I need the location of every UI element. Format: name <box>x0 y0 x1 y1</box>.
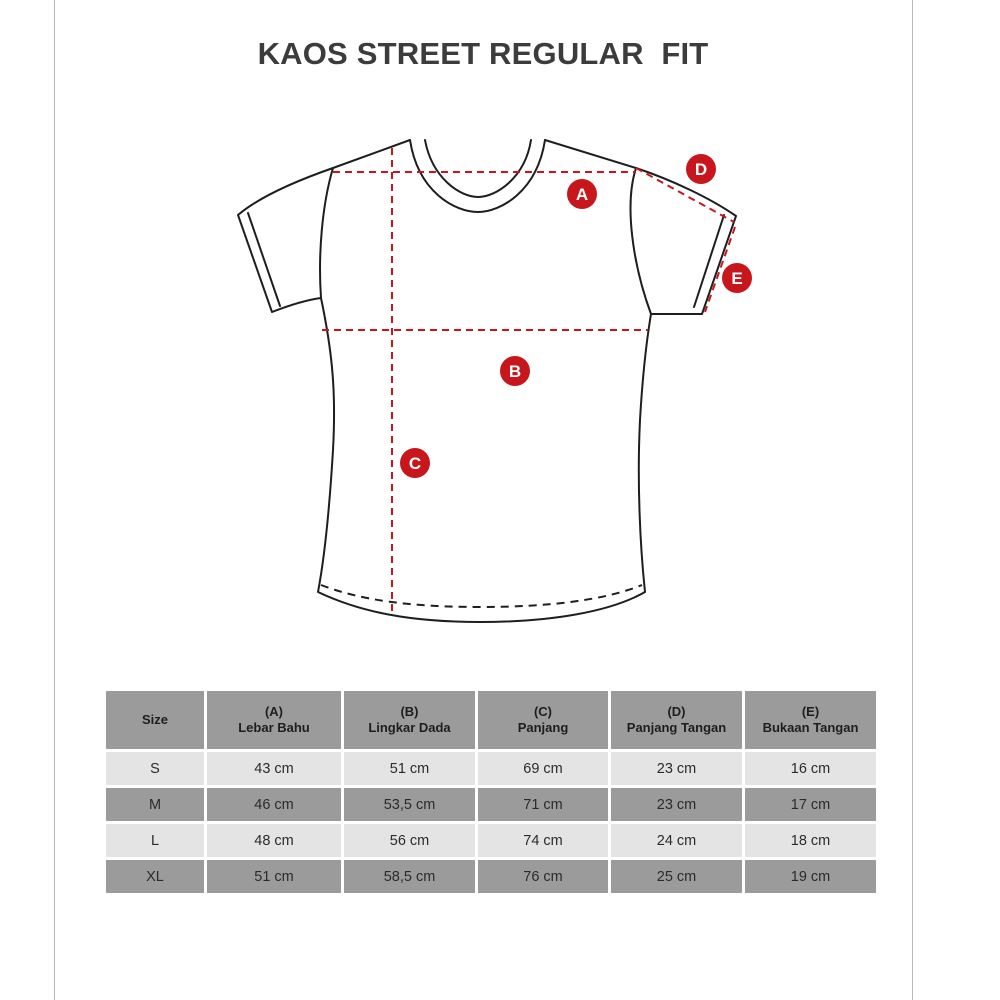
cell-lingkar-dada: 58,5 cm <box>344 860 475 893</box>
header-c-code: (C) <box>533 704 553 719</box>
marker-d-label: D <box>694 160 708 179</box>
cell-lebar-bahu: 43 cm <box>207 752 341 785</box>
marker-e <box>722 263 752 293</box>
cell-panjang-tangan: 25 cm <box>611 860 742 893</box>
cell-panjang: 69 cm <box>478 752 608 785</box>
cell-lingkar-dada: 56 cm <box>344 824 475 857</box>
tshirt-hem-stitch <box>321 585 642 607</box>
marker-c-label: C <box>408 454 422 473</box>
tshirt-collar-inner <box>425 140 531 197</box>
cell-bukaan-tangan: 19 cm <box>745 860 876 893</box>
header-size-label: Size <box>141 712 168 727</box>
table-row-l <box>106 824 876 857</box>
tshirt-outline <box>238 140 736 622</box>
marker-b <box>500 356 530 386</box>
table-row-xl <box>106 860 876 893</box>
cell-panjang: 71 cm <box>478 788 608 821</box>
header-lingkar-dada <box>344 691 475 749</box>
header-lebar-bahu <box>207 691 341 749</box>
header-panjang-tangan <box>611 691 742 749</box>
marker-d <box>686 154 716 184</box>
tshirt-body-outline <box>238 140 736 622</box>
table-row-m <box>106 788 876 821</box>
header-b-code: (B) <box>400 704 419 719</box>
header-size <box>106 691 204 749</box>
cell-size: XL <box>106 860 204 893</box>
header-e-label: Bukaan Tangan <box>762 720 859 735</box>
header-a-code: (A) <box>264 704 284 719</box>
marker-b-label: B <box>508 362 522 381</box>
measure-line-d <box>636 168 734 222</box>
cell-bukaan-tangan: 18 cm <box>745 824 876 857</box>
cell-panjang: 76 cm <box>478 860 608 893</box>
header-d-code: (D) <box>667 704 686 719</box>
tshirt-right-armhole <box>631 168 651 314</box>
tshirt-left-armhole <box>320 168 333 298</box>
header-a-label: Lebar Bahu <box>238 720 310 735</box>
marker-a-label: A <box>575 185 589 204</box>
table-header-row <box>106 691 876 749</box>
header-c-label: Panjang <box>517 720 569 735</box>
cell-panjang-tangan: 23 cm <box>611 788 742 821</box>
cell-lebar-bahu: 51 cm <box>207 860 341 893</box>
header-b-label: Lingkar Dada <box>368 720 451 735</box>
cell-size: S <box>106 752 204 785</box>
cell-lebar-bahu: 46 cm <box>207 788 341 821</box>
marker-a <box>567 179 597 209</box>
header-d-label: Panjang Tangan <box>626 720 727 735</box>
cell-size: M <box>106 788 204 821</box>
table-row-s <box>106 752 876 785</box>
cell-bukaan-tangan: 16 cm <box>745 752 876 785</box>
cell-size: L <box>106 824 204 857</box>
header-panjang <box>478 691 608 749</box>
cell-lebar-bahu: 48 cm <box>207 824 341 857</box>
cell-lingkar-dada: 51 cm <box>344 752 475 785</box>
cell-lingkar-dada: 53,5 cm <box>344 788 475 821</box>
cell-panjang: 74 cm <box>478 824 608 857</box>
tshirt-collar-outer <box>410 140 545 212</box>
page-title: KAOS STREET REGULAR FIT <box>257 36 709 71</box>
marker-e-label: E <box>731 269 743 288</box>
marker-c <box>400 448 430 478</box>
measure-lines <box>322 148 735 614</box>
cell-panjang-tangan: 24 cm <box>611 824 742 857</box>
cell-bukaan-tangan: 17 cm <box>745 788 876 821</box>
header-bukaan-tangan <box>745 691 876 749</box>
header-e-code: (E) <box>801 704 820 719</box>
cell-panjang-tangan: 23 cm <box>611 752 742 785</box>
size-chart-table <box>103 688 879 896</box>
